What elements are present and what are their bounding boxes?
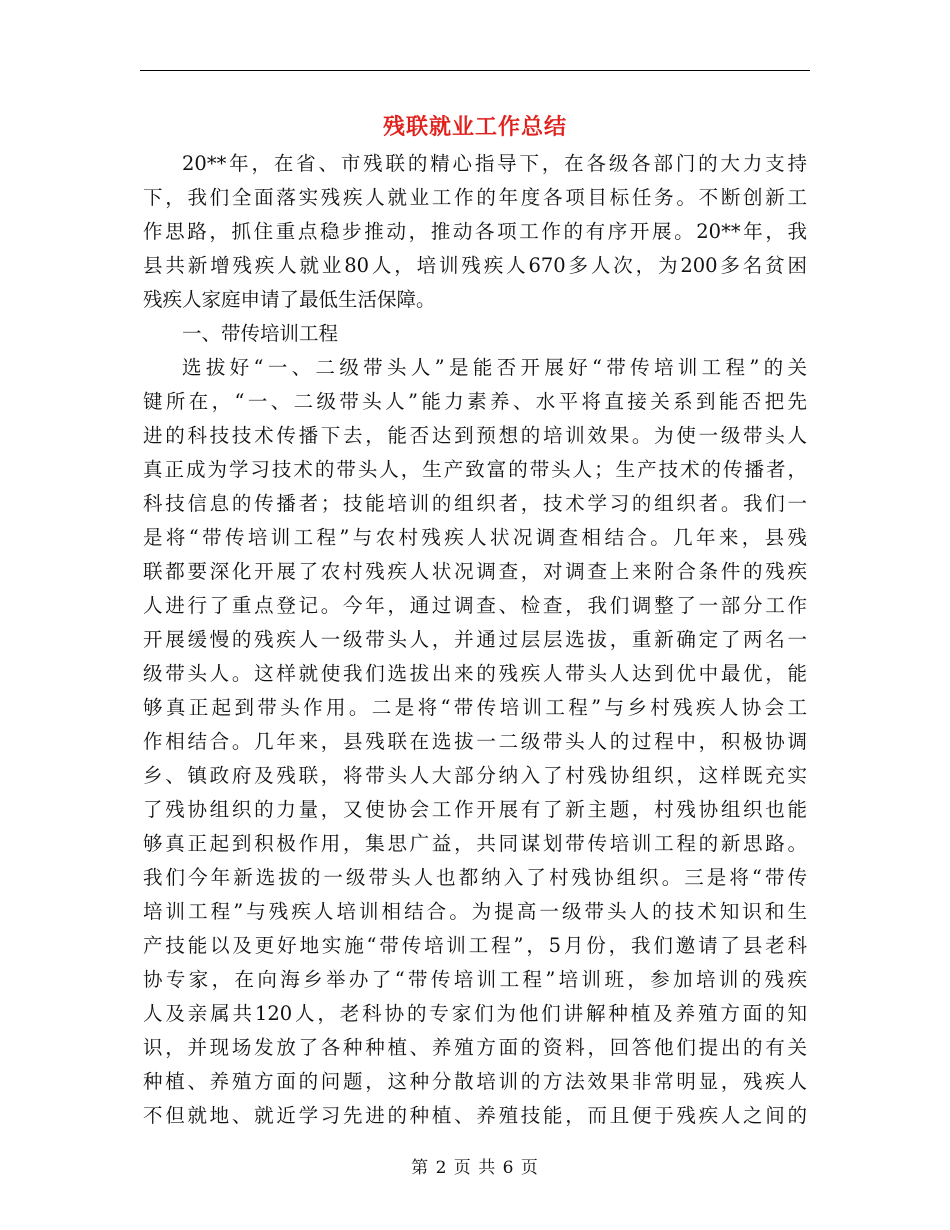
body-line: 人及亲属共120人，老科协的专家们为他们讲解种植及养殖方面的知 [143, 1002, 807, 1025]
body-line: 不但就地、就近学习先进的种植、养殖技能，而且便于残疾人之间的 [143, 1104, 807, 1127]
section-heading: 一、带传培训工程 [182, 322, 339, 345]
body-line: 够真正起到积极作用，集思广益，共同谋划带传培训工程的新思路。 [143, 832, 807, 855]
body-line: 协专家，在向海乡举办了“带传培训工程”培训班，参加培训的残疾 [143, 968, 807, 991]
body-line: 县共新增残疾人就业80人，培训残疾人670多人次，为200多名贫困 [143, 254, 807, 277]
body-line: 是将“带传培训工程”与农村残疾人状况调查相结合。几年来，县残 [143, 526, 807, 549]
body-line: 选拔好“一、二级带头人”是能否开展好“带传培训工程”的关 [182, 356, 807, 379]
body-line: 够真正起到带头作用。二是将“带传培训工程”与乡村残疾人协会工 [143, 696, 807, 719]
page-number-footer: 第 2 页 共 6 页 [411, 1158, 539, 1178]
body-line: 开展缓慢的残疾人一级带头人，并通过层层选拔，重新确定了两名一 [143, 628, 807, 651]
document-body [143, 147, 807, 1133]
body-line: 作相结合。几年来，县残联在选拔一二级带头人的过程中，积极协调 [143, 730, 807, 753]
body-line: 种植、养殖方面的问题，这种分散培训的方法效果非常明显，残疾人 [143, 1070, 807, 1093]
body-line: 培训工程”与残疾人培训相结合。为提高一级带头人的技术知识和生 [143, 900, 807, 923]
body-line: 人进行了重点登记。今年，通过调查、检查，我们调整了一部分工作 [143, 594, 807, 617]
body-line: 键所在，“一、二级带头人”能力素养、水平将直接关系到能否把先 [143, 390, 807, 413]
body-line: 下，我们全面落实残疾人就业工作的年度各项目标任务。不断创新工 [143, 186, 807, 209]
body-line: 真正成为学习技术的带头人，生产致富的带头人；生产技术的传播者， [143, 458, 807, 481]
body-line: 我们今年新选拔的一级带头人也都纳入了村残协组织。三是将“带传 [143, 866, 807, 889]
body-line: 产技能以及更好地实施“带传培训工程”，5月份，我们邀请了县老科 [143, 934, 807, 957]
document-title: 残联就业工作总结 [382, 114, 567, 140]
body-line: 科技信息的传播者；技能培训的组织者，技术学习的组织者。我们一 [143, 492, 807, 515]
body-line: 进的科技技术传播下去，能否达到预想的培训效果。为使一级带头人 [143, 424, 807, 447]
body-line: 20**年，在省、市残联的精心指导下，在各级各部门的大力支持 [182, 152, 807, 175]
body-line: 级带头人。这样就使我们选拔出来的残疾人带头人达到优中最优，能 [143, 662, 807, 685]
body-line: 残疾人家庭申请了最低生活保障。 [143, 288, 436, 311]
body-line: 识，并现场发放了各种种植、养殖方面的资料，回答他们提出的有关 [143, 1036, 807, 1059]
header-rule [140, 70, 810, 71]
body-line: 作思路，抓住重点稳步推动，推动各项工作的有序开展。20**年，我 [143, 220, 807, 243]
body-line: 乡、镇政府及残联，将带头人大部分纳入了村残协组织，这样既充实 [143, 764, 807, 787]
body-line: 联都要深化开展了农村残疾人状况调查，对调查上来附合条件的残疾 [143, 560, 807, 583]
body-line: 了残协组织的力量，又使协会工作开展有了新主题，村残协组织也能 [143, 798, 807, 821]
